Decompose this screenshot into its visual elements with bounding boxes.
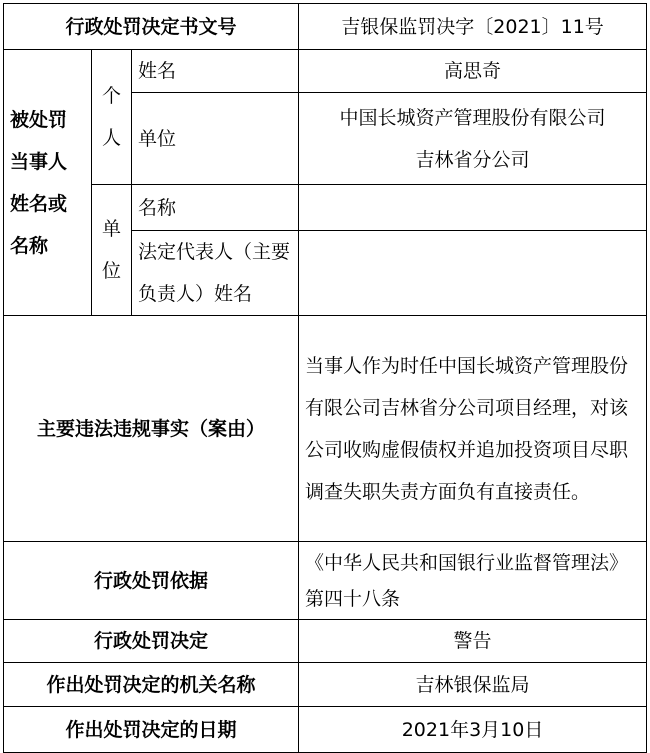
- facts-label: 主要违法违规事实（案由）: [4, 316, 299, 542]
- doc-number-label: 行政处罚决定书文号: [4, 4, 299, 50]
- individual-name-value: 高思奇: [299, 50, 647, 93]
- doc-number-value: 吉银保监罚决字〔2021〕11号: [299, 4, 647, 50]
- authority-label: 作出处罚决定的机关名称: [4, 663, 299, 707]
- entity-rep-value: [299, 231, 647, 316]
- individual-unit-value: [299, 93, 647, 185]
- date-label: 作出处罚决定的日期: [4, 707, 299, 753]
- individual-unit-label: 单位: [132, 93, 299, 185]
- decision-value: 警告: [299, 620, 647, 663]
- facts-value: 当事人作为时任中国长城资产管理股份有限公司吉林省分公司项目经理，对该公司收购虚假债权并追加投资项目尽职调查失职失责方面负有直接责任。: [299, 316, 647, 542]
- basis-label: 行政处罚依据: [4, 542, 299, 620]
- date-value: 2021年3月10日: [299, 707, 647, 753]
- authority-value: 吉林银保监局: [299, 663, 647, 707]
- individual-unit-value-line2: 吉林省分公司: [415, 148, 530, 171]
- party-label: 被处罚当事人姓名或名称: [4, 50, 92, 316]
- entity-name-label: 名称: [132, 185, 299, 231]
- individual-name-label: 姓名: [132, 50, 299, 93]
- entity-label: 单位: [92, 185, 132, 316]
- penalty-decision-table: [3, 3, 647, 753]
- individual-label: 个人: [92, 50, 132, 185]
- entity-name-value: [299, 185, 647, 231]
- individual-unit-value-line1: 中国长城资产管理股份有限公司: [339, 106, 606, 129]
- decision-label: 行政处罚决定: [4, 620, 299, 663]
- entity-rep-label: 法定代表人（主要负责人）姓名: [132, 231, 299, 316]
- basis-value: 《中华人民共和国银行业监督管理法》第四十八条: [299, 542, 647, 620]
